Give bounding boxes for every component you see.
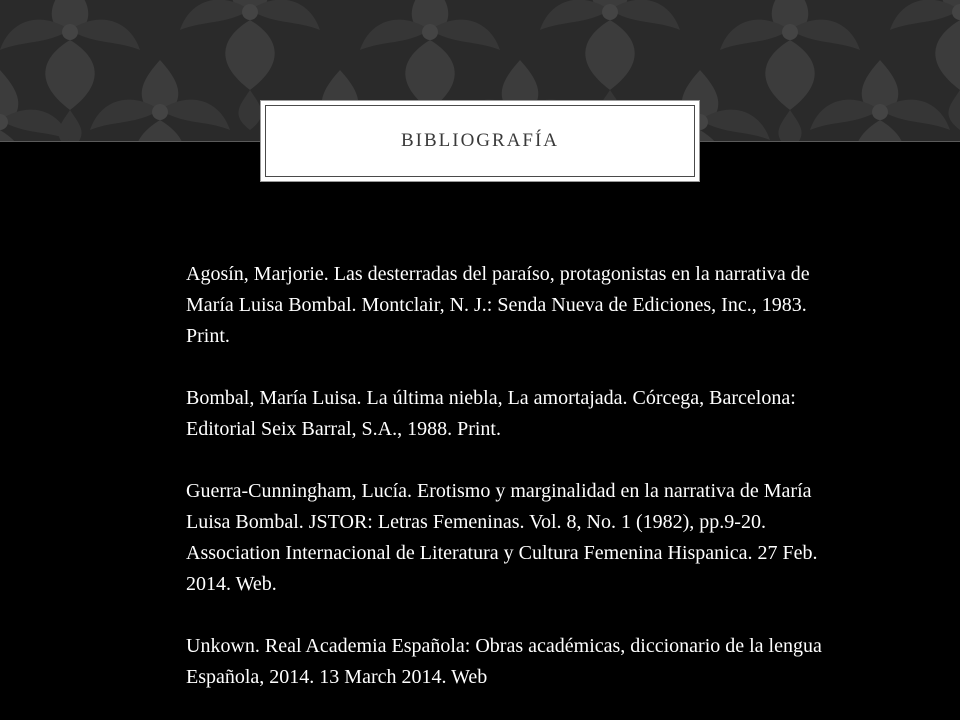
title-box bbox=[260, 100, 700, 182]
bibliography-entry: Guerra-Cunningham, Lucía. Erotismo y marginalidad en la narrativa de María Luisa Bombal. JSTOR: Letras Femeninas. Vol. 8, No. 1 (1982), pp.9-20. Association Internacional de Literatura y Cultura Femenina Hispanica. 27 Feb. 2014. Web. bbox=[186, 480, 818, 595]
bibliography-entry: Unkown. Real Academia Española: Obras académicas, diccionario de la lengua Española, 2014. 13 March 2014. Web bbox=[186, 635, 822, 688]
bibliography-entry: Agosín, Marjorie. Las desterradas del paraíso, protagonistas en la narrativa de María Luisa Bombal. Montclair, N. J.: Senda Nueva de Ediciones, Inc., 1983. Print. bbox=[186, 263, 810, 347]
bibliography-list bbox=[186, 259, 826, 693]
slide-title: BIBLIOGRAFÍA bbox=[400, 130, 560, 151]
bibliography-entry: Bombal, María Luisa. La última niebla, La amortajada. Córcega, Barcelona: Editorial Seix Barral, S.A., 1988. Print. bbox=[186, 387, 796, 440]
